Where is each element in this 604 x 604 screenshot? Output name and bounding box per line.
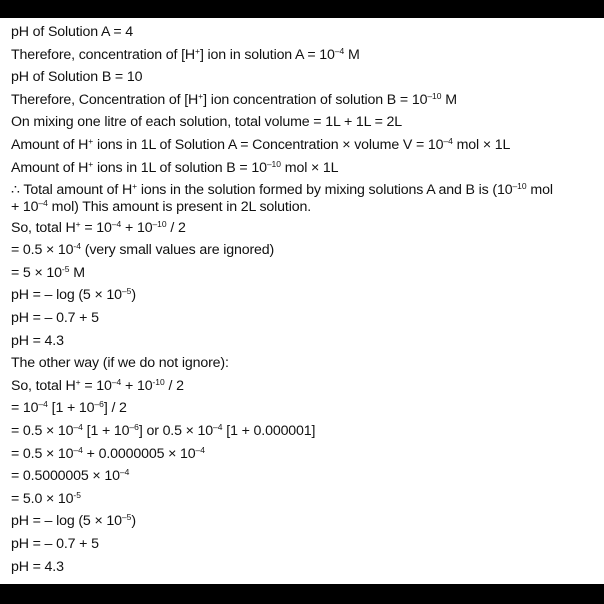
text-line-ph-result: [11, 330, 604, 353]
text-run: ∴ Total amount of H: [11, 182, 133, 199]
superscript: +: [75, 218, 81, 229]
superscript: –10: [427, 90, 442, 101]
text-line-factored: [11, 397, 604, 420]
superscript: –4: [73, 422, 83, 432]
superscript: –4: [119, 467, 130, 478]
text-line-amount-a: [11, 134, 604, 157]
superscript: +: [88, 135, 94, 146]
superscript: –10: [512, 181, 527, 192]
text-line-sum-terms: [11, 443, 604, 466]
text-line-total-h-expr: [11, 217, 604, 240]
text-run: ): [131, 287, 136, 304]
text-run: pH = – 0.7 + 5: [11, 535, 99, 552]
superscript: -4: [73, 241, 81, 252]
text-run: Amount of H: [11, 159, 89, 176]
text-run: M: [344, 46, 360, 63]
superscript: +: [194, 45, 200, 56]
superscript: -5: [61, 263, 70, 274]
text-run: + 0.0000005 × 10: [82, 445, 196, 462]
text-run: + 10: [121, 219, 153, 236]
superscript: –4: [195, 444, 205, 455]
text-run: pH of Solution A = 4: [11, 24, 134, 40]
superscript: –4: [334, 45, 345, 56]
text-line-ph-sum: [11, 307, 604, 330]
text-run: + 10: [11, 199, 39, 216]
text-run: ] ion in solution A = 10: [199, 46, 335, 63]
superscript: –6: [94, 399, 104, 410]
text-line-ph-log-2: [11, 510, 604, 533]
text-run: On mixing one litre of each solution, total volume = 1L + 1L = 2L: [11, 114, 403, 131]
text-run: [1 + 10: [82, 423, 130, 439]
text-run: = 10: [80, 377, 112, 394]
text-run: mol) This amount is present in 2L solution.: [47, 199, 311, 216]
text-run: ions in 1L of solution B = 10: [93, 159, 267, 176]
text-run: ] or 0.5 × 10: [138, 423, 214, 439]
text-line-total-h-expr-2: [11, 375, 604, 398]
text-line-ph-sum-2: [11, 533, 604, 556]
text-run: = 0.5 × 10: [11, 445, 74, 462]
text-line-h-conc-a: [11, 44, 604, 67]
text-run: The other way (if we do not ignore):: [11, 355, 229, 372]
text-run: pH = 4.3: [11, 558, 64, 575]
text-run: [1 + 10: [47, 400, 95, 417]
text-run: pH of Solution B = 10: [11, 69, 143, 86]
superscript: -10: [152, 376, 165, 387]
text-run: + 10: [121, 377, 153, 394]
superscript: +: [198, 90, 204, 101]
text-line-total-amount-cont: [11, 198, 604, 217]
letterbox-top-bar: [0, 0, 604, 18]
text-run: mol: [526, 182, 553, 199]
superscript: +: [132, 181, 138, 192]
text-run: = 5 × 10: [11, 264, 62, 281]
text-line-ph-solution-a: [11, 21, 604, 44]
text-run: [1 + 0.000001]: [222, 423, 316, 439]
superscript: –5: [121, 512, 132, 523]
text-line-molarity: [11, 262, 604, 285]
text-line-other-way-heading: [11, 352, 604, 375]
text-run: mol × 1L: [281, 159, 339, 176]
document-page: [0, 18, 604, 584]
text-run: pH = – log (5 × 10: [11, 513, 122, 530]
text-line-ph-log: [11, 284, 604, 307]
text-run: = 10: [80, 219, 112, 236]
text-line-ph-result-2: [11, 556, 604, 579]
text-run: ] / 2: [103, 400, 127, 417]
text-run: So, total H: [11, 377, 76, 394]
text-line-total-volume: [11, 111, 604, 134]
superscript: –4: [38, 399, 48, 410]
text-run: M: [441, 91, 457, 108]
text-line-amount-b: [11, 157, 604, 180]
text-run: mol × 1L: [452, 136, 511, 153]
text-run: = 0.5 × 10: [11, 242, 74, 259]
text-run: (very small values are ignored): [80, 242, 275, 259]
text-run: = 0.5000005 × 10: [11, 468, 120, 485]
superscript: –4: [73, 444, 83, 455]
superscript: +: [88, 158, 94, 169]
text-line-expanded: [11, 420, 604, 443]
text-line-rounded-value: [11, 488, 604, 511]
text-run: / 2: [166, 219, 186, 236]
text-run: So, total H: [11, 219, 76, 236]
text-run: pH = 4.3: [11, 332, 64, 349]
text-run: ): [131, 513, 136, 530]
text-run: = 10: [11, 400, 39, 417]
superscript: +: [75, 376, 81, 387]
text-run: Therefore, Concentration of [H: [11, 91, 199, 108]
superscript: –4: [443, 135, 453, 146]
text-run: ions in 1L of Solution A = Concentration × volume V = 10: [93, 136, 444, 153]
text-run: = 0.5 × 10: [11, 423, 74, 439]
text-run: ] ion concentration of solution B = 10: [203, 91, 428, 108]
text-line-approx-value: [11, 239, 604, 262]
text-line-h-conc-b: [11, 89, 604, 112]
superscript: –4: [213, 422, 223, 432]
text-run: pH = – log (5 × 10: [11, 287, 122, 304]
text-line-ph-solution-b: [11, 66, 604, 89]
text-line-total-amount: [11, 179, 604, 198]
superscript: –6: [129, 422, 139, 432]
text-run: = 5.0 × 10: [11, 490, 74, 507]
text-run: ions in the solution formed by mixing solutions A and B is (10: [137, 182, 513, 199]
superscript: –10: [152, 218, 167, 229]
text-run: M: [69, 264, 85, 281]
letterbox-bottom-bar: [0, 584, 604, 604]
solution-text-body: [0, 18, 604, 578]
superscript: –4: [38, 198, 48, 209]
text-run: pH = – 0.7 + 5: [11, 310, 99, 327]
superscript: –4: [111, 376, 122, 387]
text-run: Therefore, concentration of [H: [11, 46, 195, 63]
superscript: –4: [111, 218, 122, 229]
superscript: –5: [121, 286, 132, 297]
text-line-exact-value: [11, 465, 604, 488]
text-run: Amount of H: [11, 136, 89, 153]
text-run: / 2: [164, 377, 184, 394]
superscript: –10: [266, 158, 281, 169]
superscript: -5: [73, 489, 81, 500]
